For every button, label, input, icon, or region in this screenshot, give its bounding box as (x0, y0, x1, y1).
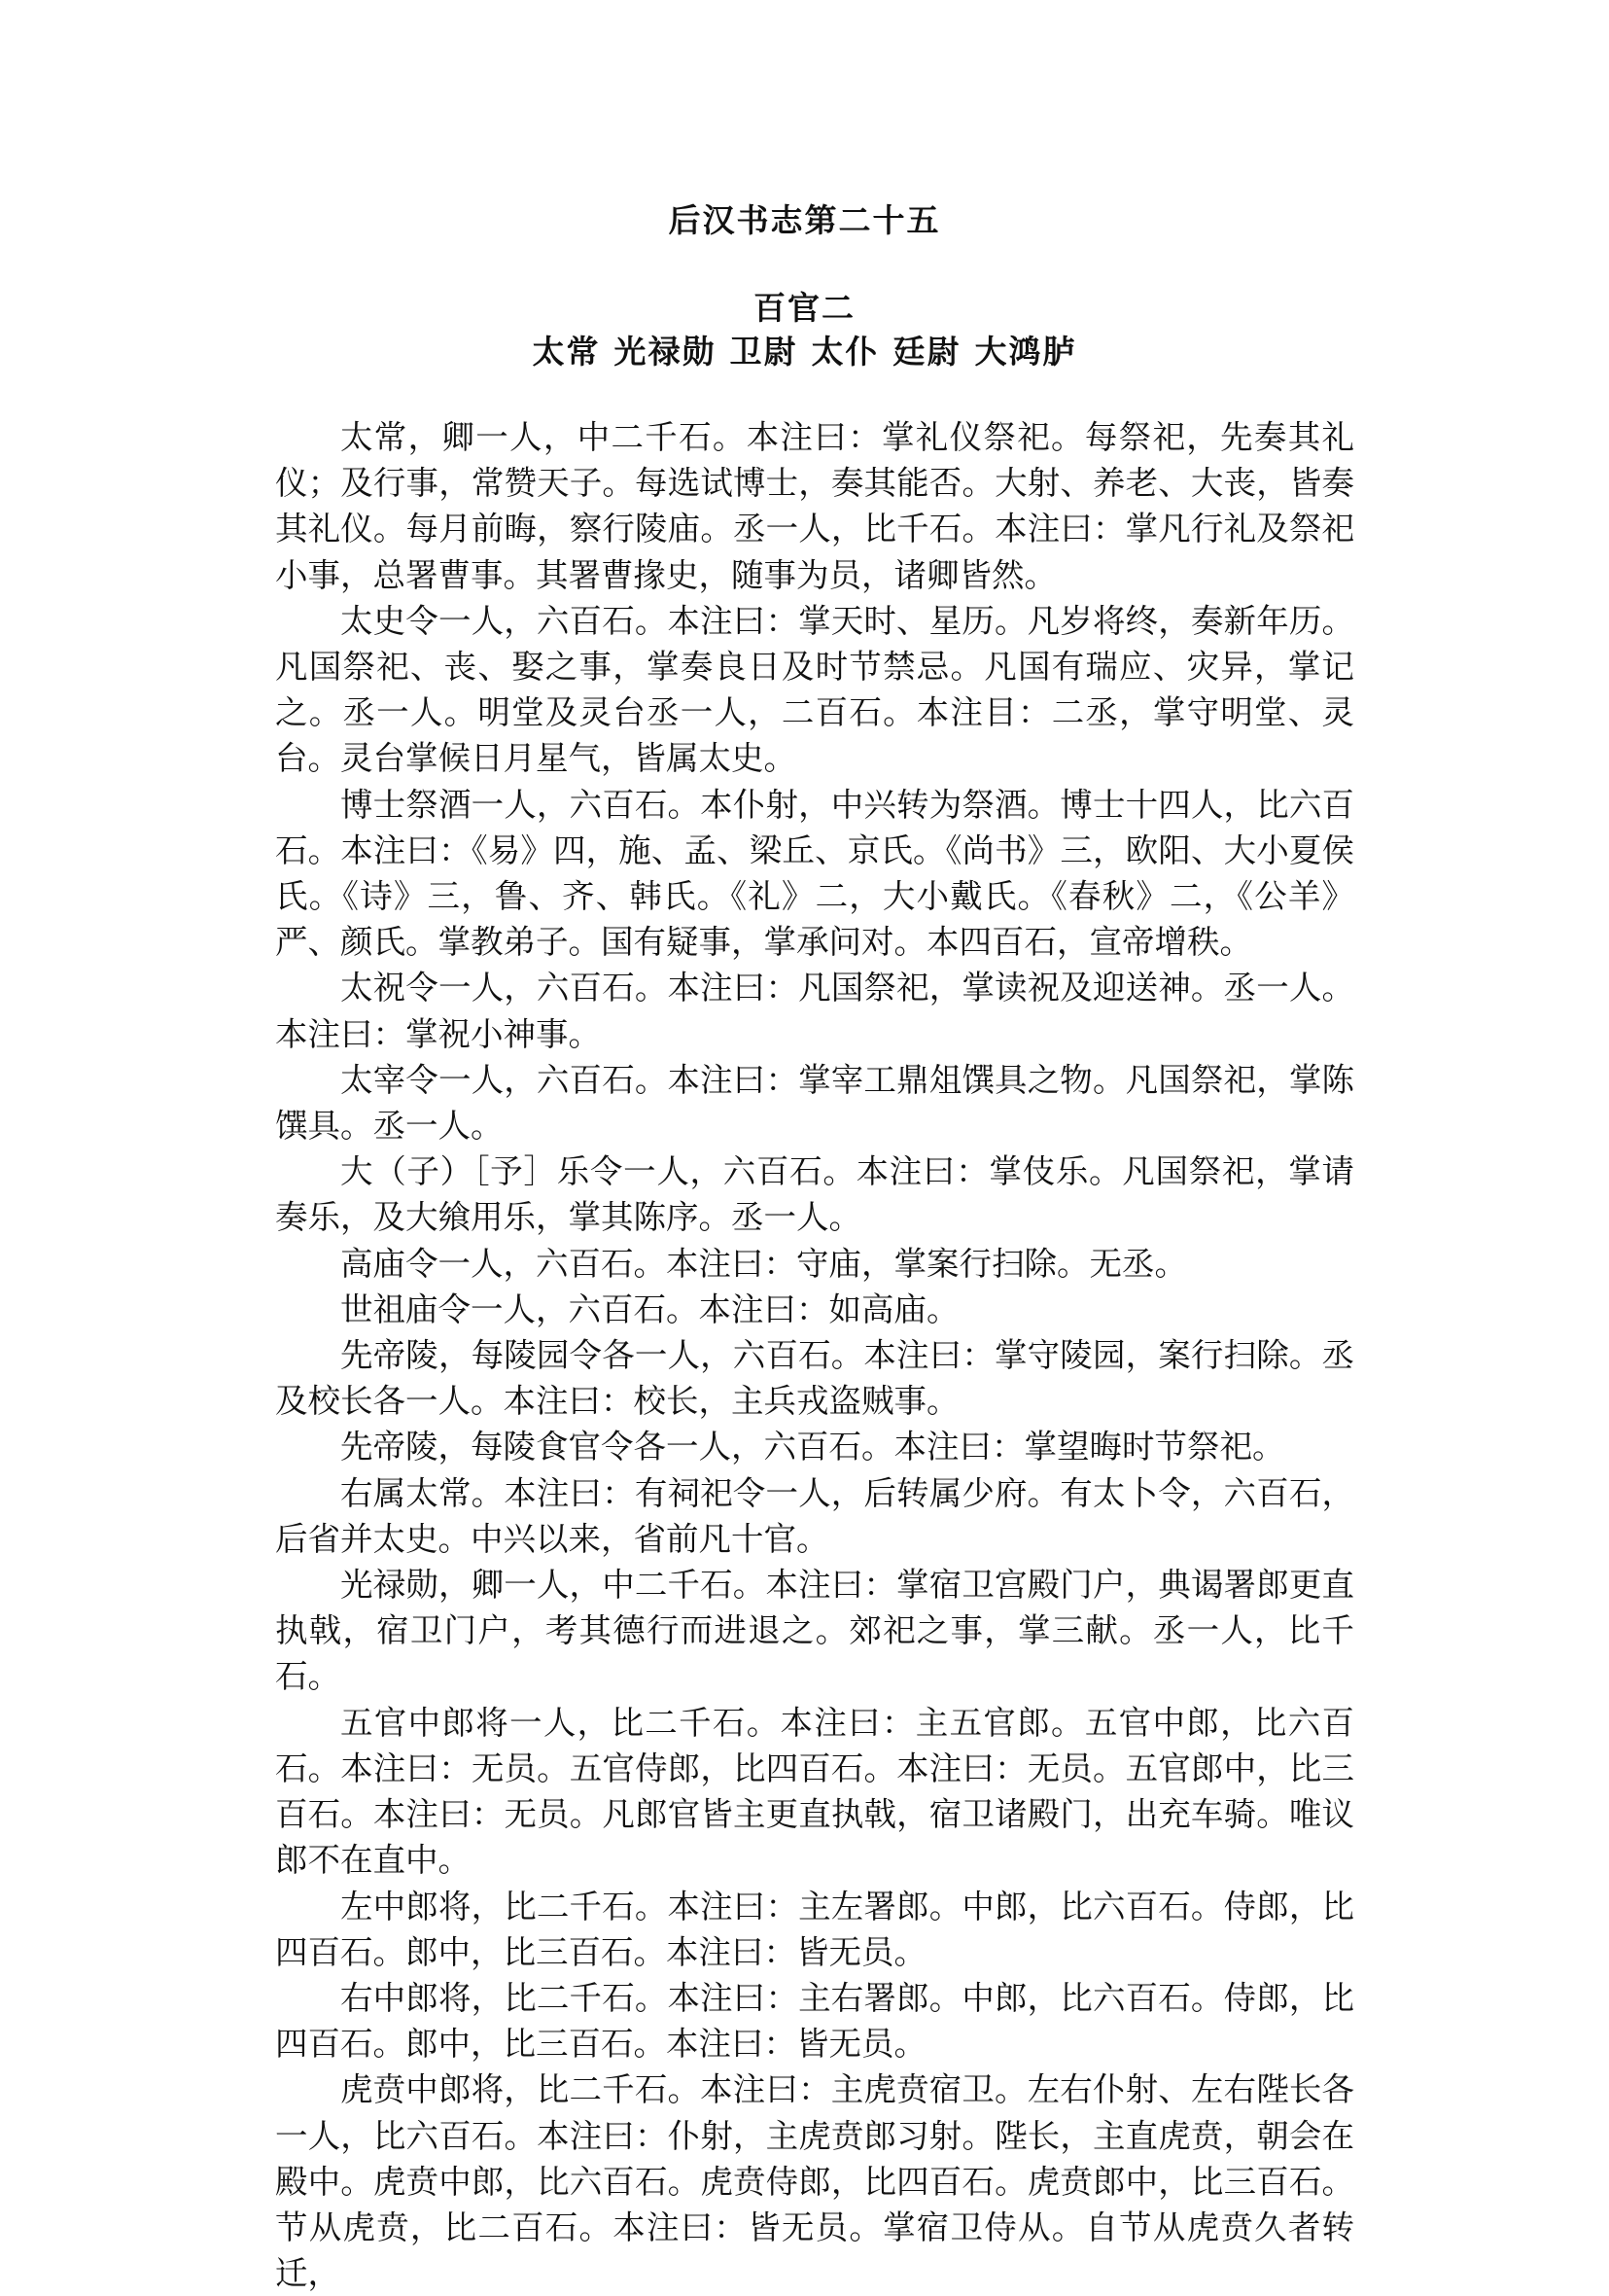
paragraph: 太史令一人，六百石。本注曰：掌天时、星历。凡岁将终，奏新年历。凡国祭祀、丧、娶之事，掌奏良日及时节禁忌。凡国有瑞应、灾异，掌记之。丞一人。明堂及灵台丞一人，二百石。本注目：二丞，掌守明堂、灵台。灵台掌候日月星气，皆属太史。 (275, 601, 1354, 778)
office-name: 大鸿胪 (974, 333, 1077, 371)
paragraph: 光禄勋，卿一人，中二千石。本注曰：掌宿卫宫殿门户，典谒署郎更直执戟，宿卫门户，考其德行而进退之。郊祀之事，掌三献。丞一人，比千石。 (275, 1566, 1354, 1696)
office-name: 廷尉 (892, 333, 962, 371)
paragraph: 大（子）［予］乐令一人，六百石。本注曰：掌伎乐。凡国祭祀，掌请奏乐，及大飨用乐，掌其陈序。丞一人。 (275, 1152, 1354, 1237)
paragraph: 高庙令一人，六百石。本注曰：守庙，掌案行扫除。无丞。 (340, 1244, 1187, 1283)
section-title: 百官二 (753, 289, 856, 327)
body-text (275, 414, 1354, 2296)
paragraph: 太祝令一人，六百石。本注曰：凡国祭祀，掌读祝及迎送神。丞一人。本注曰：掌祝小神事。 (275, 969, 1354, 1053)
paragraph: 虎贲中郎将，比二千石。本注曰：主虎贲宿卫。左右仆射、左右陛长各一人，比六百石。本注曰：仆射，主虎贲郎习射。陛长，主直虎贲，朝会在殿中。虎贲中郎，比六百石。虎贲侍郎，比四百石。虎贲郎中，比三百石。节从虎贲，比二百石。本注曰：皆无员。掌宿卫侍从。自节从虎贲久者转迁， (275, 2070, 1354, 2293)
paragraph: 左中郎将，比二千石。本注曰：主左署郎。中郎，比六百石。侍郎，比四百石。郎中，比三百石。本注曰：皆无员。 (275, 1887, 1354, 1971)
paragraph: 太宰令一人，六百石。本注曰：掌宰工鼎俎馔具之物。凡国祭祀，掌陈馔具。丞一人。 (275, 1060, 1354, 1146)
paragraph: 世祖庙令一人，六百石。本注曰：如高庙。 (340, 1289, 960, 1328)
office-name: 卫尉 (729, 333, 798, 371)
office-name: 太常 (532, 333, 601, 371)
paragraph: 五官中郎将一人，比二千石。本注曰：主五官郎。五官中郎，比六百石。本注曰：无员。五官侍郎，比四百石。本注曰：无员。五官郎中，比三百石。本注曰：无员。凡郎官皆主更直执戟，宿卫诸殿门，出充车骑。唯议郎不在直中。 (275, 1703, 1354, 1880)
paragraph: 博士祭酒一人，六百石。本仆射，中兴转为祭酒。博士十四人，比六百石。本注曰：《易》四，施、孟、梁丘、京氏。《尚书》三，欧阳、大小夏侯氏。《诗》三，鲁、齐、韩氏。《礼》二，大小戴氏。《春秋》二，《公羊》严、颜氏。掌教弟子。国有疑事，掌承问对。本四百石，宣帝增秩。 (275, 785, 1354, 962)
office-name: 光禄勋 (613, 333, 717, 371)
paragraph: 太常，卿一人，中二千石。本注曰：掌礼仪祭祀。每祭祀，先奏其礼仪；及行事，常赞天子。每选试博士，奏其能否。大射、养老、大丧，皆奏其礼仪。每月前晦，察行陵庙。丞一人，比千石。本注曰：掌凡行礼及祭祀小事，总署曹事。其署曹掾史，随事为员，诸卿皆然。 (275, 418, 1354, 594)
paragraph: 右属太常。本注曰：有祠祀令一人，后转属少府。有太卜令，六百石，后省并太史。中兴以来，省前凡十官。 (275, 1473, 1354, 1558)
office-name: 太仆 (811, 333, 880, 371)
paragraph: 先帝陵，每陵园令各一人，六百石。本注曰：掌守陵园，案行扫除。丞及校长各一人。本注曰：校长，主兵戎盗贼事。 (275, 1336, 1354, 1421)
office-list (0, 331, 1609, 373)
paragraph: 先帝陵，每陵食官令各一人，六百石。本注曰：掌望晦时节祭祀。 (340, 1428, 1285, 1466)
paragraph: 右中郎将，比二千石。本注曰：主右署郎。中郎，比六百石。侍郎，比四百石。郎中，比三百石。本注曰：皆无员。 (275, 1978, 1354, 2064)
chapter-title: 后汉书志第二十五 (668, 201, 941, 239)
